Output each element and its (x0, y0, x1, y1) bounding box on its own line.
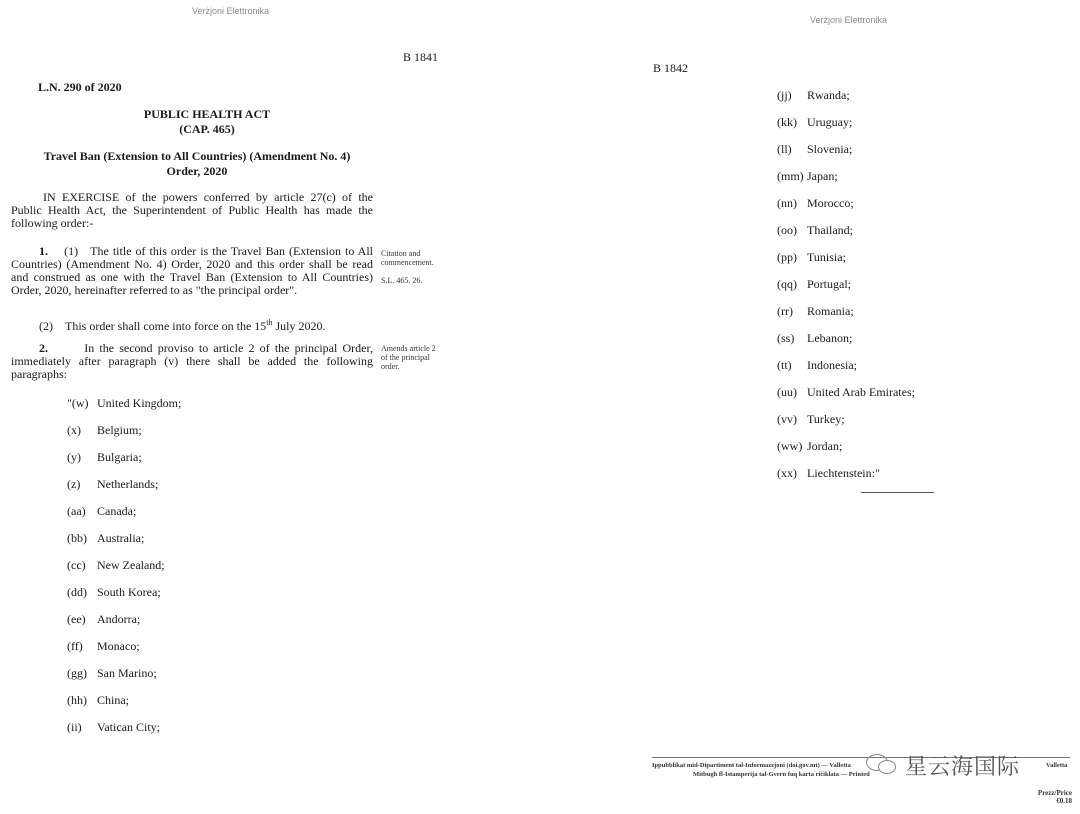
list-item (67, 531, 181, 558)
item-label: (hh) (67, 693, 87, 707)
list-item (777, 331, 915, 358)
list-item (67, 666, 181, 693)
item-label: (ee) (67, 612, 86, 626)
price-value: €0.18 (1056, 797, 1072, 805)
item-label: (z) (67, 477, 81, 491)
electronic-version-label-right: Verżjoni Elettronika (810, 15, 888, 25)
item-country: Andorra; (97, 612, 141, 626)
para-1-2-text-a: This order shall come into force on the 15 (65, 319, 267, 333)
list-item (67, 450, 181, 477)
item-country: Thailand; (807, 223, 853, 237)
margin-note-sl: S.L. 465. 26. (381, 276, 423, 285)
item-label: (rr) (777, 304, 793, 318)
order-heading (20, 149, 374, 179)
item-label: (ss) (777, 331, 795, 345)
item-country: Romania; (807, 304, 854, 318)
item-country: Morocco; (807, 196, 854, 210)
item-label: (x) (67, 423, 81, 437)
item-country: New Zealand; (97, 558, 165, 572)
item-country: Japan; (807, 169, 838, 183)
para-1-2-text-b: July 2020. (272, 319, 326, 333)
legal-notice-number: L.N. 290 of 2020 (38, 80, 122, 94)
list-item (777, 169, 915, 196)
paragraph-2 (11, 342, 373, 381)
list-item (67, 396, 181, 423)
item-label: (aa) (67, 504, 86, 518)
para-1-sub: (1) (64, 244, 79, 258)
item-label: (bb) (67, 531, 87, 545)
footer-line-1-end: Valletta (1046, 762, 1068, 769)
preamble: IN EXERCISE of the powers conferred by article 27(c) of the Public Health Act, the Superintendent of Public Health has made the following order:- (11, 190, 373, 230)
act-cap: (CAP. 465) (179, 122, 235, 136)
item-label: (dd) (67, 585, 87, 599)
item-country: United Kingdom; (97, 396, 182, 410)
margin-note-citation: Citation and commencement. (381, 249, 434, 267)
item-country: Belgium; (97, 423, 142, 437)
item-country: China; (97, 693, 129, 707)
item-label: (kk) (777, 115, 797, 129)
item-label: (gg) (67, 666, 87, 680)
margin-note-amends: Amends article 2 of the principal order. (381, 344, 436, 371)
item-label: (uu) (777, 385, 797, 399)
item-country: United Arab Emirates; (807, 385, 915, 399)
list-item (67, 504, 181, 531)
left-country-list (67, 396, 181, 747)
item-country: Bulgaria; (97, 450, 142, 464)
item-label: (oo) (777, 223, 797, 237)
para-1-2-sup: th (266, 318, 273, 327)
list-item (777, 196, 915, 223)
item-country: Slovenia; (807, 142, 853, 156)
list-item (777, 466, 915, 493)
item-country: Tunisia; (807, 250, 846, 264)
item-country: Indonesia; (807, 358, 857, 372)
page-number-right: B 1842 (653, 61, 689, 75)
list-item (777, 115, 915, 142)
item-label: (ll) (777, 142, 792, 156)
list-item (67, 720, 181, 747)
item-country: Jordan; (807, 439, 843, 453)
price-label: Prezz/Price (1037, 789, 1072, 797)
item-label: (ww) (777, 439, 803, 453)
item-country: Vatican City; (97, 720, 160, 734)
item-label: (pp) (777, 250, 797, 264)
item-country: Netherlands; (97, 477, 159, 491)
list-item (67, 558, 181, 585)
list-item (777, 304, 915, 331)
para-1-text: The title of this order is the Travel Ban (Extension to All Countries) (Amendment No. 4) Order, 2020 and this order shall be read and construed as one with the Travel Ban (Extension to All Countries) Order, 2020, hereinafter referred to as "the principal order". (11, 244, 374, 297)
item-label: (y) (67, 450, 81, 464)
list-item (67, 639, 181, 666)
para-2-text: In the second proviso to article 2 of the principal Order, immediately after paragraph (v) there shall be added the following paragraphs: (11, 341, 374, 381)
closing-rule (861, 492, 934, 493)
item-country: San Marino; (97, 666, 157, 680)
list-item (67, 423, 181, 450)
item-label: (qq) (777, 277, 797, 291)
item-label: (mm) (777, 169, 804, 183)
order-title-line-2: Order, 2020 (166, 164, 228, 178)
item-label: (vv) (777, 412, 797, 426)
list-item (777, 88, 915, 115)
para-1-number: 1. (39, 244, 48, 258)
item-country: South Korea; (97, 585, 161, 599)
list-item (777, 385, 915, 412)
list-item (67, 477, 181, 504)
list-item (777, 412, 915, 439)
para-2-number: 2. (39, 341, 48, 355)
paragraph-1-2 (39, 316, 326, 333)
act-heading (40, 107, 374, 137)
list-item (777, 439, 915, 466)
item-country: Turkey; (807, 412, 845, 426)
list-item (777, 277, 915, 304)
item-label: (ii) (67, 720, 82, 734)
item-country: Liechtenstein:" (807, 466, 880, 480)
item-country: Lebanon; (807, 331, 853, 345)
act-title: PUBLIC HEALTH ACT (143, 107, 271, 121)
order-title-line-1: Travel Ban (Extension to All Countries) (Amendment No. 4) (43, 149, 351, 163)
item-label: (jj) (777, 88, 792, 102)
watermark-text: 星云海国际 (905, 755, 1021, 780)
item-country: Canada; (97, 504, 137, 518)
list-item (67, 693, 181, 720)
right-country-list (777, 88, 915, 493)
item-country: Monaco; (97, 639, 140, 653)
footer-line-1: Ippubblikat mid-Dipartiment tal-Informazzjoni (doi.gov.mt) — Valletta (652, 762, 851, 769)
item-country: Portugal; (807, 277, 851, 291)
item-label: "(w) (67, 396, 89, 410)
paragraph-1 (11, 245, 373, 297)
price-block (1020, 789, 1072, 805)
item-country: Rwanda; (807, 88, 850, 102)
item-country: Australia; (97, 531, 145, 545)
page-number-left: B 1841 (403, 50, 439, 64)
wechat-logo-icon (866, 752, 900, 774)
list-item (777, 250, 915, 277)
electronic-version-label: Verżjoni Elettronika (192, 6, 270, 16)
list-item (777, 358, 915, 385)
footer-line-2: Mitbugħ fl-Istamperija tal-Gvern fuq karta riċiklata — Printed (693, 771, 870, 778)
para-1-2-label: (2) (39, 319, 53, 333)
list-item (67, 585, 181, 612)
list-item (777, 142, 915, 169)
list-item (777, 223, 915, 250)
item-label: (xx) (777, 466, 797, 480)
item-country: Uruguay; (807, 115, 853, 129)
list-item (67, 612, 181, 639)
item-label: (tt) (777, 358, 792, 372)
item-label: (nn) (777, 196, 797, 210)
item-label: (cc) (67, 558, 86, 572)
item-label: (ff) (67, 639, 83, 653)
